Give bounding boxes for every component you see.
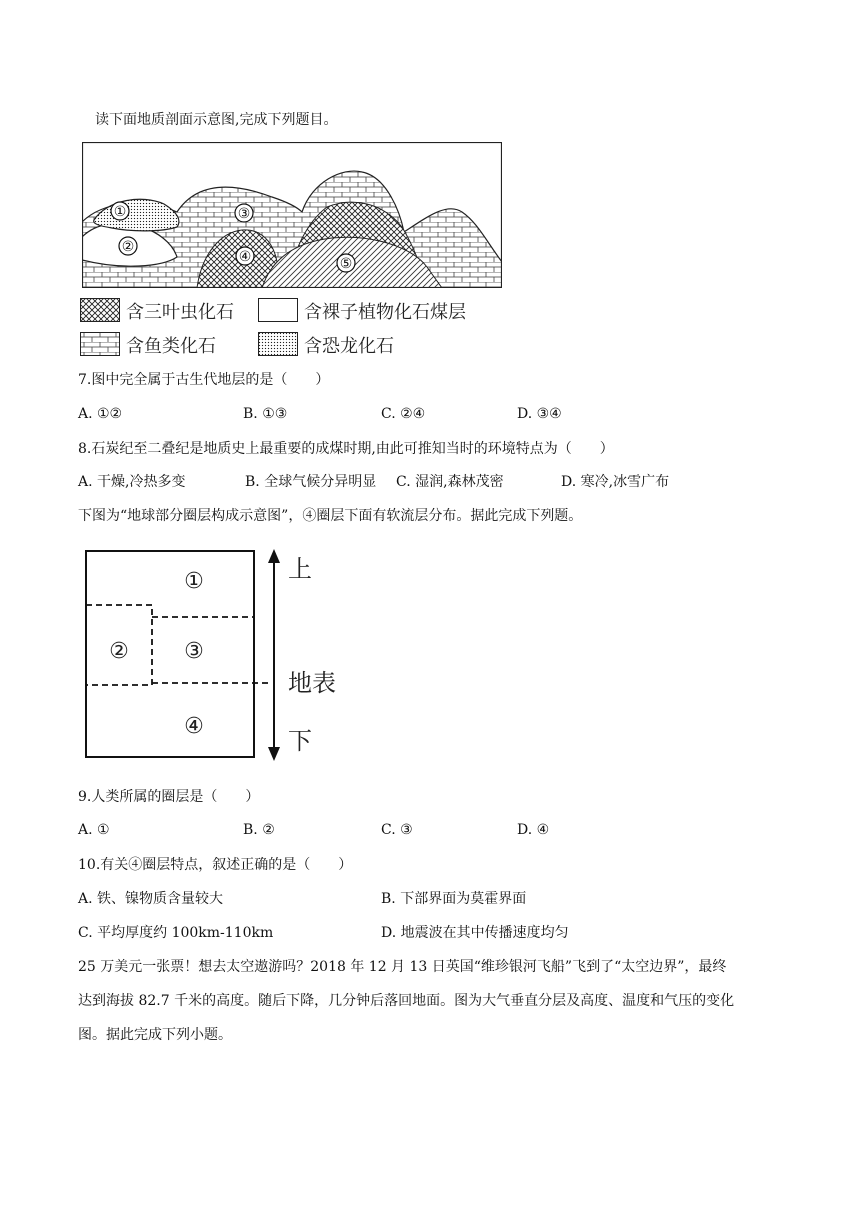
- q10-option-b: B. 下部界面为莫霍界面: [381, 891, 527, 907]
- geologic-section-figure: [82, 142, 502, 288]
- intro-text-3-line-2: 达到海拔 82.7 千米的高度。随后下降，几分钟后落回地面。图为大气垂直分层及高度、温度和气压的变化: [78, 993, 735, 1009]
- fig1-label-2: ②: [121, 239, 135, 255]
- fig2-label-4: ④: [184, 714, 204, 739]
- intro-text-3-line-3: 图。据此完成下列小题。: [78, 1027, 232, 1043]
- legend-swatch-brick: [80, 332, 120, 356]
- legend-swatch-dots: [258, 332, 298, 356]
- q8-option-a: A. 干燥,冷热多变: [78, 474, 186, 490]
- q7-option-c: C. ②④: [381, 406, 426, 422]
- fig1-legend: [80, 296, 500, 360]
- intro-text-2: 下图为“地球部分圈层构成示意图”，④圈层下面有软流层分布。据此完成下列题。: [78, 508, 583, 524]
- q9-option-c: C. ③: [381, 822, 413, 838]
- fig2-label-3: ③: [184, 639, 204, 664]
- fig1-label-3: ③: [237, 206, 251, 222]
- fig1-label-1: ①: [113, 204, 127, 220]
- q10-option-a: A. 铁、镍物质含量较大: [78, 891, 224, 907]
- q9-option-d: D. ④: [517, 822, 550, 838]
- legend-text-fish: 含鱼类化石: [126, 336, 216, 357]
- q7-option-d: D. ③④: [517, 406, 562, 422]
- fig2-label-2: ②: [109, 639, 129, 664]
- fig1-label-4: ④: [238, 249, 252, 265]
- fig2-surface-label: 地表: [288, 669, 336, 697]
- legend-text-trilobite: 含三叶虫化石: [126, 302, 234, 323]
- q8-option-c: C. 湿润,森林茂密: [396, 474, 504, 490]
- q10-option-c: C. 平均厚度约 100km-110km: [78, 925, 274, 941]
- q10-option-d: D. 地震波在其中传播速度均匀: [381, 925, 569, 941]
- fig2-label-1: ①: [184, 569, 204, 594]
- q7-option-b: B. ①③: [243, 406, 288, 422]
- q9-stem: 9.人类所属的圈层是（ ）: [78, 789, 260, 805]
- fig1-label-5: ⑤: [339, 256, 353, 272]
- legend-swatch-crosshatch: [80, 298, 120, 322]
- earth-spheres-figure: [82, 545, 352, 763]
- q7-option-a: A. ①②: [78, 406, 123, 422]
- q9-option-b: B. ②: [243, 822, 275, 838]
- q9-option-a: A. ①: [78, 822, 110, 838]
- q7-stem: 7.图中完全属于古生代地层的是（ ）: [78, 372, 330, 388]
- q10-stem: 10.有关④圈层特点，叙述正确的是（ ）: [78, 857, 353, 873]
- legend-swatch-blank: [258, 298, 298, 322]
- legend-text-dinosaur: 含恐龙化石: [304, 336, 394, 357]
- legend-text-gymnosperm-coal: 含裸子植物化石煤层: [304, 302, 466, 323]
- intro-text-1: 读下面地质剖面示意图,完成下列题目。: [95, 112, 338, 128]
- fig2-down-label: 下: [288, 727, 312, 755]
- fig2-up-label: 上: [288, 555, 312, 583]
- intro-text-3-line-1: 25 万美元一张票！想去太空遨游吗？2018 年 12 月 13 日英国“维珍银河飞船”飞到了“太空边界”，最终: [78, 959, 727, 975]
- q8-stem: 8.石炭纪至二叠纪是地质史上最重要的成煤时期,由此可推知当时的环境特点为（ ）: [78, 441, 614, 457]
- q8-option-d: D. 寒冷,冰雪广布: [561, 474, 670, 490]
- q8-option-b: B. 全球气候分异明显: [245, 474, 377, 490]
